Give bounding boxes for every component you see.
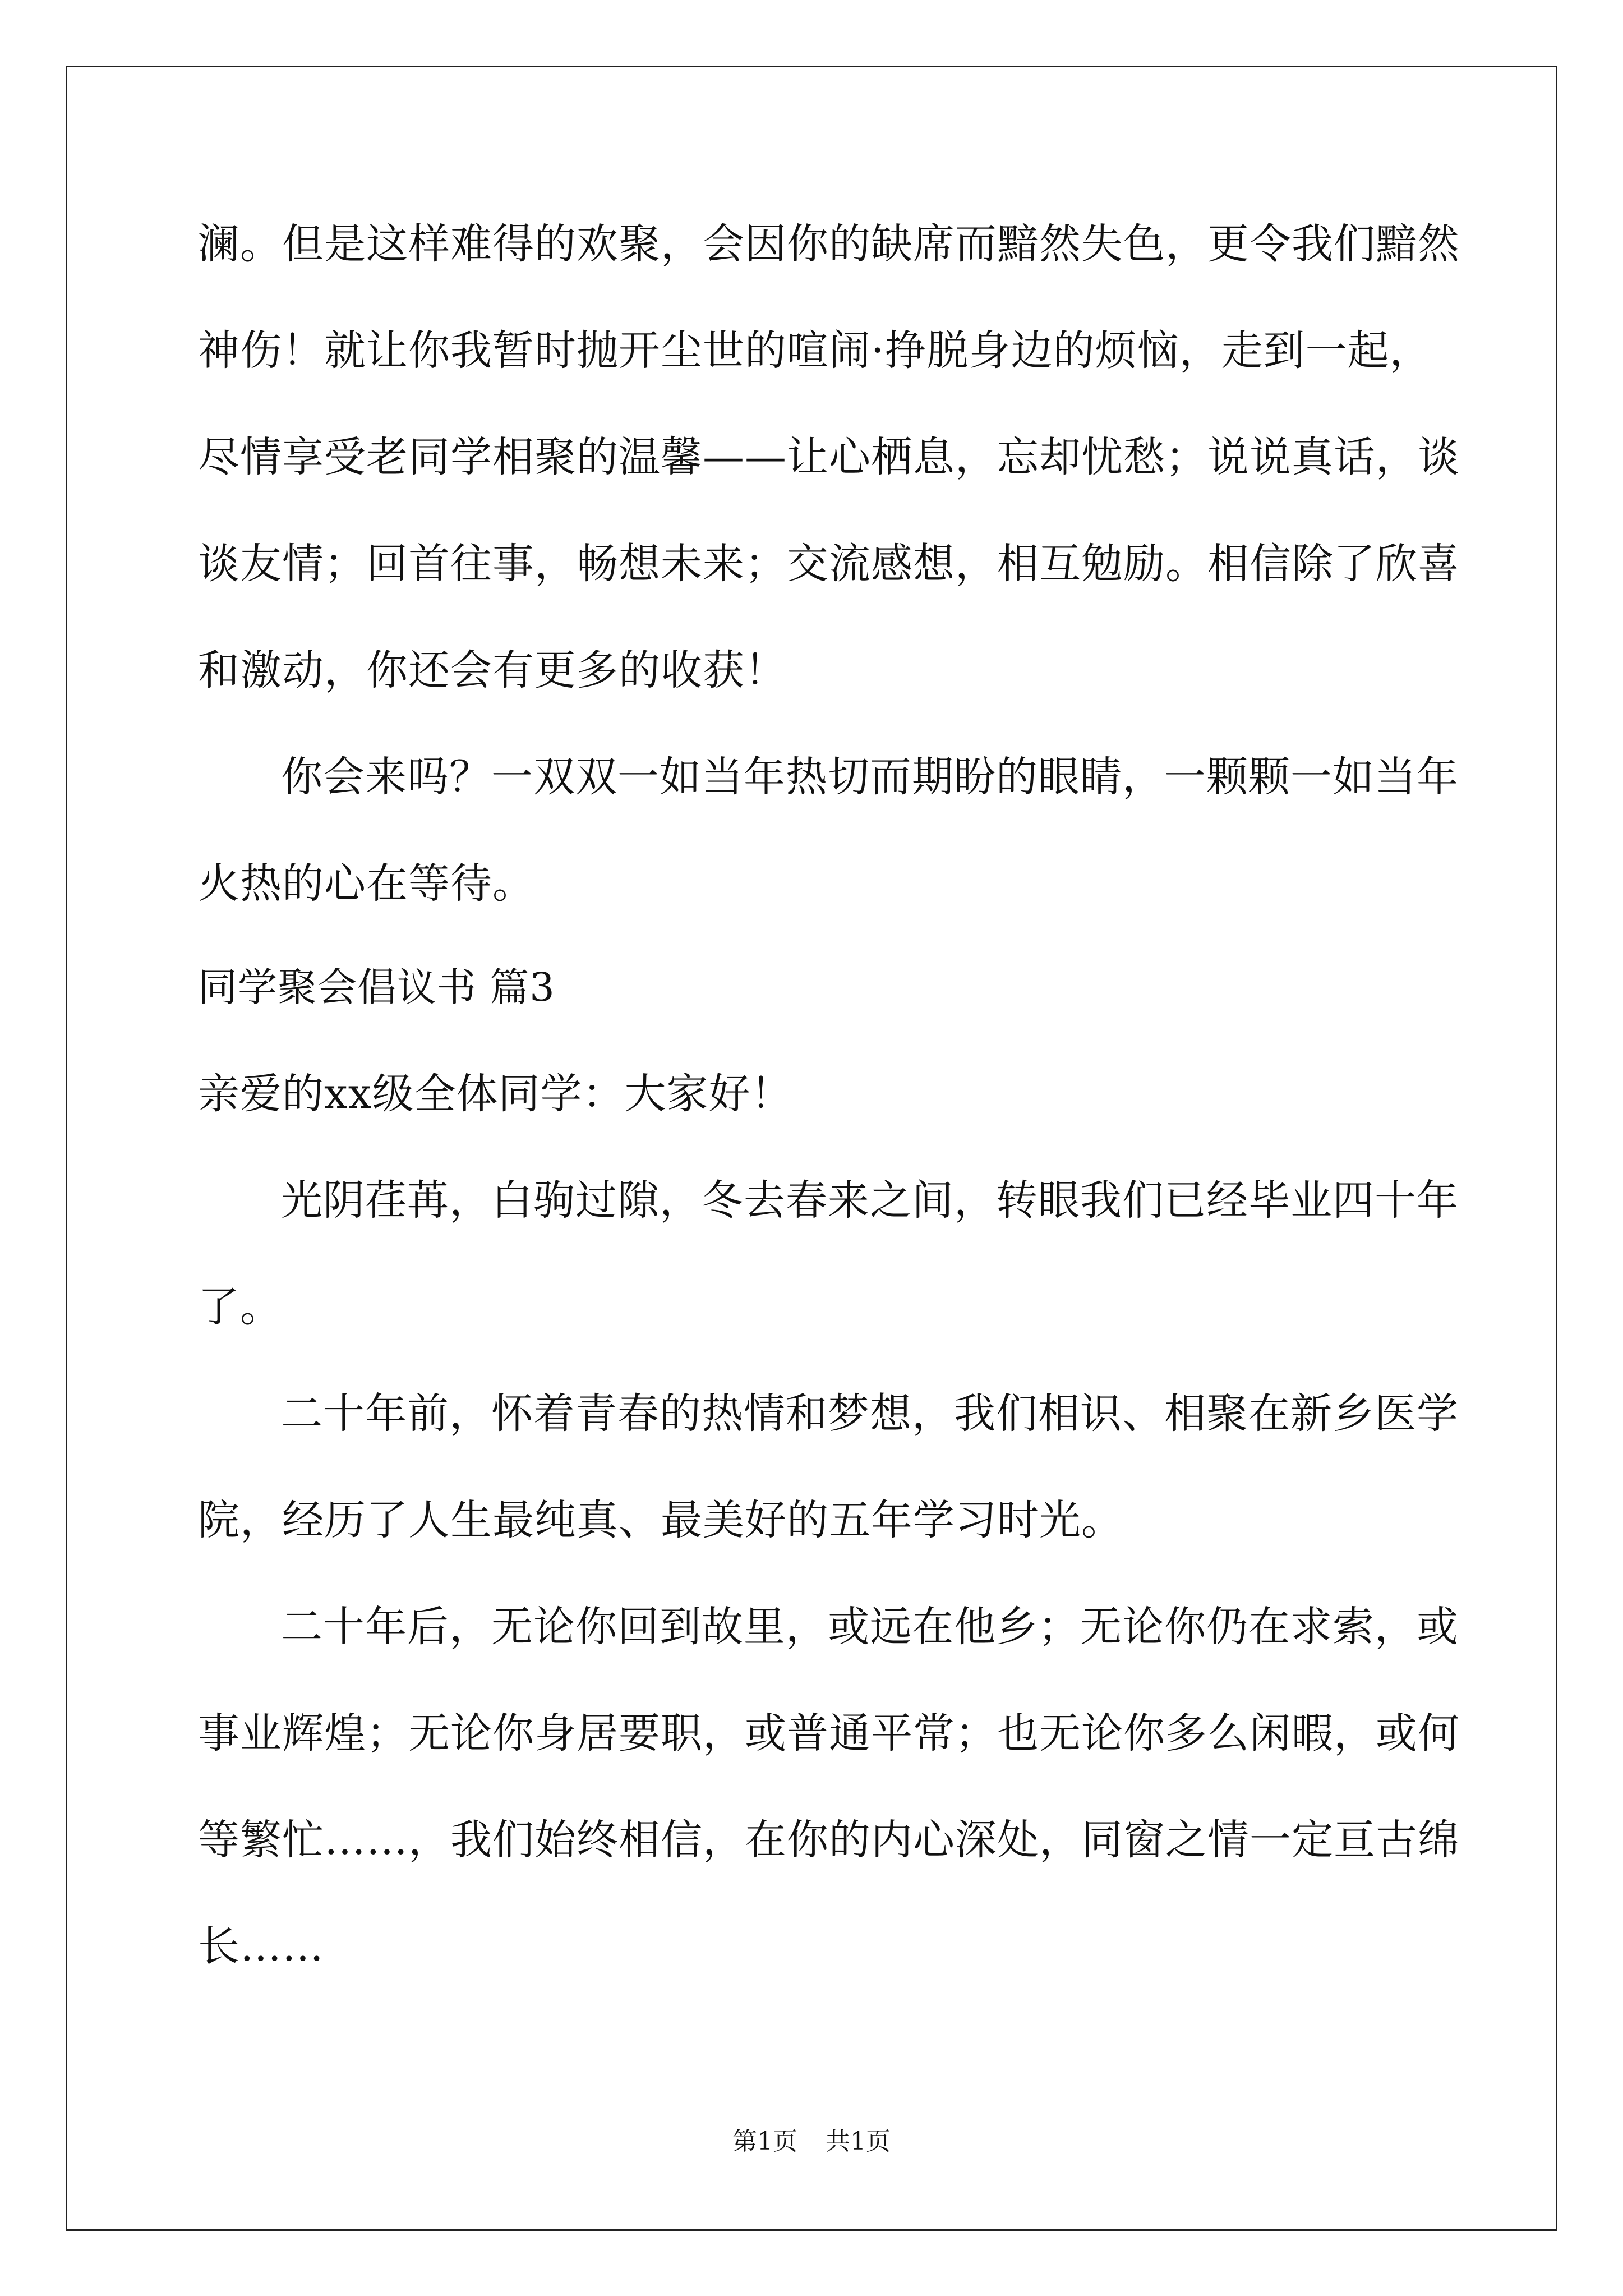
section-heading: 同学聚会倡议书 篇3: [198, 964, 555, 1010]
page-border: [66, 66, 1557, 2231]
paragraph-line: 神伤！就让你我暂时抛开尘世的喧闹·挣脱身边的烦恼，走到一起，: [198, 326, 1432, 375]
paragraph-line: 和激动，你还会有更多的收获！: [198, 646, 787, 694]
paragraph-line: 尽情享受老同学相聚的温馨——让心栖息，忘却忧愁；说说真话，谈: [198, 433, 1460, 481]
page-total: 共1页: [826, 2127, 891, 2156]
paragraph-line: 二十年后，无论你回到故里，或远在他乡；无论你仍在求索，或: [281, 1603, 1459, 1651]
paragraph-line: 光阴荏苒，白驹过隙，冬去春来之间，转眼我们已经毕业四十年: [281, 1176, 1459, 1225]
paragraph-line: 你会来吗？一双双一如当年热切而期盼的眼睛，一颗颗一如当年: [281, 753, 1459, 801]
paragraph-line: 谈友情；回首往事，畅想未来；交流感想，相互勉励。相信除了欣喜: [198, 540, 1460, 588]
page-footer: [0, 2125, 1623, 2159]
paragraph-line: 等繁忙……，我们始终相信，在你的内心深处，同窗之情一定亘古绵: [198, 1816, 1460, 1864]
page-number: 第1页: [732, 2127, 797, 2156]
salutation: 亲爱的xx级全体同学：大家好！: [198, 1070, 793, 1118]
paragraph-line: 二十年前，怀着青春的热情和梦想，我们相识、相聚在新乡医学: [281, 1389, 1459, 1438]
paragraph-line: 澜。但是这样难得的欢聚，会因你的缺席而黯然失色，更令我们黯然: [198, 220, 1460, 268]
paragraph-line: 事业辉煌；无论你身居要职，或普通平常；也无论你多么闲暇，或何: [198, 1709, 1460, 1757]
paragraph-line: 了。: [198, 1283, 282, 1331]
paragraph-line: 火热的心在等待。: [198, 859, 534, 908]
paragraph-line: 长……: [198, 1922, 324, 1971]
paragraph-line: 院，经历了人生最纯真、最美好的五年学习时光。: [198, 1496, 1123, 1544]
